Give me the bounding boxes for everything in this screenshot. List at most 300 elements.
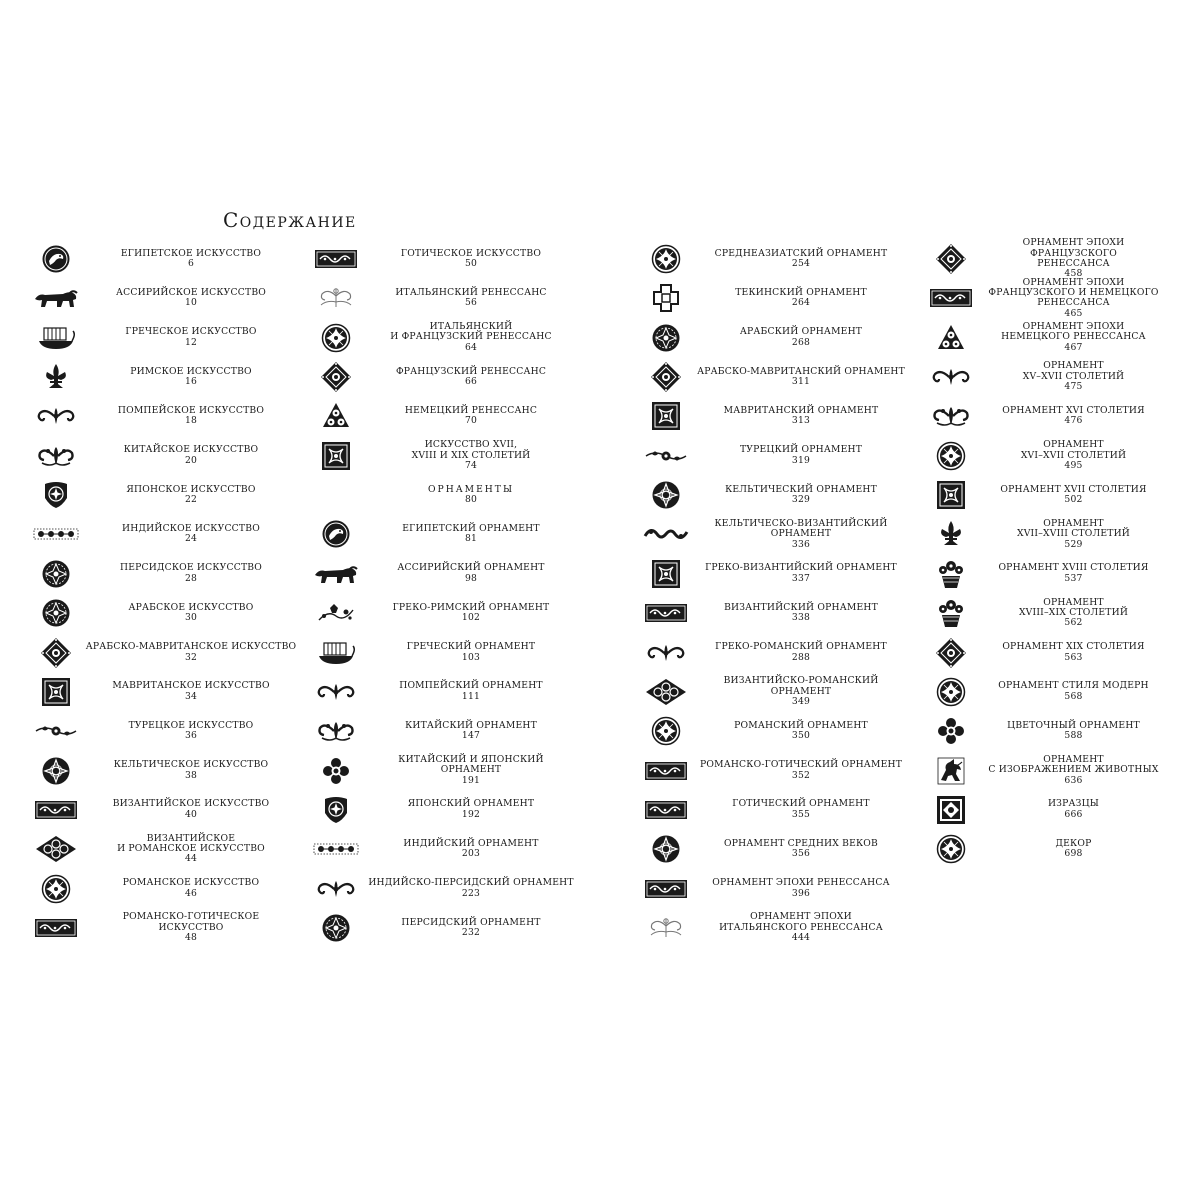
flower-icon	[925, 714, 977, 748]
toc-entry-title: ОРНАМЕНТ С ИЗОБРАЖЕНИЕМ ЖИВОТНЫХ	[988, 753, 1159, 776]
interlace-icon	[640, 675, 692, 709]
toc-entry-text	[362, 839, 580, 860]
toc-entry-title: АССИРИЙСКОЕ ИСКУССТВО	[116, 286, 266, 298]
round-medallion-icon	[30, 557, 82, 591]
toc-entry-text	[692, 406, 910, 427]
toc-entry-page: 502	[1064, 494, 1083, 506]
toc-entry-page: 698	[1064, 848, 1083, 860]
toc-entry-page: 349	[791, 696, 811, 708]
toc-entry	[640, 634, 910, 672]
toc-entry	[30, 634, 300, 672]
toc-entry-text	[692, 563, 910, 584]
toc-entry-title: ВИЗАНТИЙСКИЙ ОРНАМЕНТ	[724, 601, 878, 613]
toc-entry-title: ГРЕЧЕСКИЙ ОРНАМЕНТ	[406, 641, 536, 653]
egyptian-bird-medallion-icon	[310, 517, 362, 551]
toc-entry-text	[977, 563, 1170, 584]
toc-entry	[310, 476, 580, 514]
toc-entry-page: 46	[184, 887, 198, 899]
toc-entry	[310, 397, 580, 435]
tile-icon	[925, 793, 977, 827]
square-knot-icon	[310, 439, 362, 473]
light-floral-icon	[310, 281, 362, 315]
toc-entry-page: 268	[791, 336, 811, 348]
toc-entry-text	[362, 249, 580, 270]
toc-entry-page: 495	[1064, 459, 1083, 471]
floral-scroll-icon	[925, 399, 977, 433]
toc-entry-page: 74	[464, 459, 478, 471]
toc-entry	[640, 397, 910, 435]
trefoil-icon	[310, 399, 362, 433]
toc-entry	[640, 515, 910, 553]
toc-entry-text	[82, 799, 300, 820]
scroll-ornament-icon	[640, 636, 692, 670]
toc-entry-title: СРЕДНЕАЗИАТСКИЙ ОРНАМЕНТ	[714, 247, 888, 259]
framed-band-icon	[640, 872, 692, 906]
toc-entry-text	[362, 878, 580, 899]
toc-entry-title: ОРНАМЕНТ ЭПОХИ РЕНЕССАНСА	[712, 877, 890, 889]
toc-entry	[925, 634, 1170, 672]
rosette-icon	[310, 321, 362, 355]
rosette-icon	[925, 439, 977, 473]
toc-entry	[30, 791, 300, 829]
toc-entry	[30, 830, 300, 868]
toc-entry-title: ВИЗАНТИЙСКО-РОМАНСКИЙ ОРНАМЕНТ	[723, 675, 879, 697]
toc-entry-page: 352	[791, 769, 811, 781]
toc-entry-page: 313	[791, 415, 811, 427]
toc-entry	[640, 319, 910, 357]
toc-entry-title: ОРНАМЕНТ XIX СТОЛЕТИЯ	[1002, 641, 1145, 653]
toc-entry-title: ОРНАМЕНТ СРЕДНИХ ВЕКОВ	[724, 837, 878, 849]
toc-entry-title: ГОТИЧЕСКИЙ ОРНАМЕНТ	[732, 798, 870, 810]
toc-entry-title: ГРЕКО-ВИЗАНТИЙСКИЙ ОРНАМЕНТ	[705, 562, 897, 574]
toc-entry-text	[362, 440, 580, 471]
diamond-ornament-icon	[30, 636, 82, 670]
toc-entry-page: 111	[461, 690, 481, 702]
toc-entry	[640, 594, 910, 632]
toc-entry	[640, 830, 910, 868]
toc-entry-title: ОРНАМЕНТ XVII–XVIII СТОЛЕТИЙ	[1016, 517, 1131, 540]
toc-entry	[310, 712, 580, 750]
interlace-icon	[30, 832, 82, 866]
toc-entry-page: 588	[1064, 730, 1083, 742]
toc-entry-title: КЕЛЬТИЧЕСКОЕ ИСКУССТВО	[113, 759, 269, 771]
toc-entry-title: АРАБСКО-МАВРИТАНСКИЙ ОРНАМЕНТ	[697, 365, 905, 377]
rosette-icon	[640, 242, 692, 276]
egyptian-bird-medallion-icon	[30, 242, 82, 276]
toc-entry-page: 80	[464, 494, 478, 506]
toc-entry-title: ОРНАМЕНТ XVI–XVII СТОЛЕТИЙ	[1020, 439, 1127, 461]
toc-entry	[640, 712, 910, 750]
toc-entry-title: РОМАНСКОЕ ИСКУССТВО	[122, 877, 260, 889]
toc-entry	[640, 909, 910, 947]
toc-entry-title: РОМАНСКО-ГОТИЧЕСКИЙ ОРНАМЕНТ	[699, 759, 903, 771]
lion-icon	[30, 281, 82, 315]
toc-entry-text	[362, 524, 580, 545]
toc-entry-title: РИМСКОЕ ИСКУССТВО	[130, 365, 252, 377]
toc-entry-text	[82, 760, 300, 781]
toc-entry-page: 336	[791, 538, 811, 550]
toc-entry	[310, 437, 580, 475]
framed-band-icon	[925, 281, 977, 315]
toc-entry-page: 66	[464, 376, 478, 388]
round-knot-icon	[640, 832, 692, 866]
toc-entry-page: 36	[184, 730, 198, 742]
rosette-icon	[30, 872, 82, 906]
toc-entry-text	[82, 524, 300, 545]
toc-entry-page: 465	[1064, 307, 1083, 319]
square-knot-icon	[640, 557, 692, 591]
toc-entry-page: 10	[184, 297, 198, 309]
toc-entry-title: ИСКУССТВО XVII, XVIII И XIX СТОЛЕТИЙ	[411, 439, 531, 461]
toc-entry-text	[692, 327, 910, 348]
toc-entry-page: 562	[1064, 617, 1083, 629]
toc-entry-page: 311	[791, 376, 811, 388]
toc-entry-page: 568	[1064, 690, 1083, 702]
toc-entry-text	[362, 288, 580, 309]
toc-entry	[925, 752, 1170, 790]
toc-entry	[640, 240, 910, 278]
toc-entry-text	[977, 278, 1170, 320]
toc-entry-title: НЕМЕЦКИЙ РЕНЕССАНС	[404, 404, 538, 416]
toc-entry-text	[82, 288, 300, 309]
vine-icon	[310, 596, 362, 630]
toc-entry-page: 223	[461, 887, 481, 899]
toc-entry-page: 20	[184, 454, 198, 466]
toc-entry-text	[362, 322, 580, 353]
toc-entry-title: ИНДИЙСКИЙ ОРНАМЕНТ	[403, 837, 539, 849]
toc-entry	[925, 476, 1170, 514]
toc-entry-page: 16	[184, 376, 198, 388]
toc-entry	[925, 237, 1170, 280]
toc-entry-title: ЕГИПЕТСКИЙ ОРНАМЕНТ	[402, 523, 540, 535]
toc-entry-text	[82, 367, 300, 388]
toc-entry-text	[362, 367, 580, 388]
toc-entry-text	[692, 799, 910, 820]
toc-entry-title: ЕГИПЕТСКОЕ ИСКУССТВО	[120, 247, 262, 259]
framed-band-icon	[310, 242, 362, 276]
toc-entry-title: ПОМПЕЙСКОЕ ИСКУССТВО	[117, 404, 265, 416]
toc-entry	[310, 358, 580, 396]
toc-entry	[310, 555, 580, 593]
toc-entry-page: 70	[464, 415, 478, 427]
toc-entry-page: 44	[184, 853, 198, 865]
toc-entry-text	[692, 839, 910, 860]
toc-entry-page: 329	[791, 494, 811, 506]
border-band-icon	[310, 832, 362, 866]
toc-entry-text	[692, 721, 910, 742]
toc-entry-title: МАВРИТАНСКОЕ ИСКУССТВО	[112, 680, 270, 692]
toc-entry-title: ВИЗАНТИЙСКОЕ ИСКУССТВО	[112, 798, 270, 810]
toc-entry-title: АРАБСКО-МАВРИТАНСКОЕ ИСКУССТВО	[85, 641, 297, 653]
toc-entry-title: АРАБСКИЙ ОРНАМЕНТ	[739, 326, 863, 338]
wave-scroll-icon	[640, 517, 692, 551]
toc-entry	[310, 752, 580, 790]
toc-entry-text	[692, 288, 910, 309]
toc-entry-text	[692, 485, 910, 506]
toc-entry	[30, 870, 300, 908]
rosette-icon	[640, 714, 692, 748]
toc-entry-title: ТУРЕЦКИЙ ОРНАМЕНТ	[739, 444, 863, 456]
toc-entry-text	[977, 440, 1170, 471]
toc-entry	[640, 870, 910, 908]
round-medallion-icon	[640, 321, 692, 355]
toc-entry-page: 40	[184, 808, 198, 820]
toc-entry	[30, 673, 300, 711]
toc-entry	[925, 594, 1170, 632]
toc-entry	[310, 909, 580, 947]
scroll-ornament-icon	[310, 872, 362, 906]
toc-entry	[925, 712, 1170, 750]
toc-entry-title: РОМАНСКИЙ ОРНАМЕНТ	[734, 719, 868, 731]
toc-entry-page: 34	[184, 690, 198, 702]
toc-entry-page: 50	[464, 258, 478, 269]
toc-entry-page: 537	[1064, 572, 1083, 584]
toc-entry	[30, 279, 300, 317]
toc-entry-text	[692, 367, 910, 388]
toc-entry-text	[82, 327, 300, 348]
scroll-ornament-icon	[925, 360, 977, 394]
toc-entry-title: ОРНАМЕНТ XVIII СТОЛЕТИЯ	[998, 562, 1149, 574]
toc-entry-page: 355	[791, 808, 811, 820]
toc-entry-page: 12	[184, 336, 198, 348]
toc-entry-page: 203	[461, 848, 481, 860]
toc-entry-title: ГРЕЧЕСКОЕ ИСКУССТВО	[125, 326, 257, 338]
toc-entry-page: 337	[791, 572, 811, 584]
toc-entry-text	[692, 445, 910, 466]
toc-entry-page: 254	[791, 258, 811, 269]
toc-entry-text	[82, 681, 300, 702]
toc-entry-text	[82, 721, 300, 742]
toc-entry-page: 467	[1064, 341, 1083, 353]
toc-entry	[925, 358, 1170, 396]
diamond-ornament-icon	[925, 242, 977, 276]
toc-entry-page: 147	[461, 730, 481, 742]
toc-entry-text	[82, 563, 300, 584]
toc-entry	[925, 437, 1170, 475]
toc-entry	[640, 555, 910, 593]
round-knot-icon	[640, 478, 692, 512]
square-knot-icon	[30, 675, 82, 709]
toc-entry-page: 38	[184, 769, 198, 781]
toc-entry-text	[362, 681, 580, 702]
toc-entry	[640, 752, 910, 790]
toc-entry	[640, 279, 910, 317]
toc-entry-title: ИНДИЙСКО-ПЕРСИДСКИЙ ОРНАМЕНТ	[368, 877, 574, 889]
tekke-gul-icon	[640, 281, 692, 315]
toc-entry-text	[692, 642, 910, 663]
toc-entry-title: ЯПОНСКИЙ ОРНАМЕНТ	[407, 798, 535, 810]
toc-entry-title: ИЗРАЗЦЫ	[1047, 798, 1100, 810]
toc-entry-title: КИТАЙСКОЕ ИСКУССТВО	[123, 444, 259, 456]
toc-entry-page: 356	[791, 848, 811, 860]
toc-entry-page: 103	[461, 651, 481, 663]
toc-entry-text	[977, 799, 1170, 820]
toc-entry-title: ДЕКОР	[1055, 837, 1092, 849]
toc-entry	[640, 476, 910, 514]
toc-entry-title: ЯПОНСКОЕ ИСКУССТВО	[126, 483, 256, 495]
toc-entry	[640, 791, 910, 829]
toc-entry-page: 28	[184, 572, 198, 584]
toc-entry-title: ИТАЛЬЯНСКИЙ И ФРАНЦУЗСКИЙ РЕНЕССАНС	[390, 321, 552, 343]
toc-entry	[30, 594, 300, 632]
toc-entry-text	[692, 676, 910, 707]
page-title: Содержание	[223, 208, 357, 232]
toc-entry-text	[362, 642, 580, 663]
toc-entry-page: 319	[791, 454, 811, 466]
toc-entry-title: ГРЕКО-РОМАНСКИЙ ОРНАМЕНТ	[715, 641, 887, 653]
framed-band-icon	[640, 754, 692, 788]
toc-entry	[640, 673, 910, 711]
toc-entry-title: ПЕРСИДСКОЕ ИСКУССТВО	[120, 562, 262, 574]
toc-entry-text	[977, 721, 1170, 742]
toc-entry	[30, 240, 300, 278]
toc-entry-text	[977, 519, 1170, 550]
diamond-ornament-icon	[925, 636, 977, 670]
framed-band-icon	[30, 911, 82, 945]
toc-entry-page: 48	[184, 932, 198, 944]
toc-entry-page: 64	[464, 341, 478, 353]
toc-entry-title: ОРНАМЕНТ ЭПОХИ ФРАНЦУЗСКОГО РЕНЕССАНСА	[1022, 237, 1125, 269]
toc-entry-page: 32	[184, 651, 198, 663]
toc-entry-title: ОРНАМЕНТ СТИЛЯ МОДЕРН	[998, 680, 1149, 692]
diamond-ornament-icon	[640, 360, 692, 394]
light-floral-icon	[640, 911, 692, 945]
toc-entry-text	[82, 642, 300, 663]
toc-entry	[30, 752, 300, 790]
toc-entry-title: КИТАЙСКИЙ И ЯПОНСКИЙ ОРНАМЕНТ	[398, 753, 544, 776]
toc-entry-page: 458	[1064, 268, 1083, 280]
toc-entry	[925, 276, 1170, 319]
floral-scroll-icon	[310, 714, 362, 748]
toc-entry-page: 81	[464, 533, 478, 545]
toc-entry-text	[692, 249, 910, 270]
toc-entry	[925, 515, 1170, 553]
toc-entry-page: 288	[791, 651, 811, 663]
trefoil-icon	[925, 321, 977, 355]
toc-entry	[310, 830, 580, 868]
toc-entry	[310, 634, 580, 672]
toc-entry-title: МАВРИТАНСКИЙ ОРНАМЕНТ	[723, 404, 879, 416]
toc-entry-text	[82, 445, 300, 466]
scroll-ornament-icon	[310, 675, 362, 709]
toc-entry-page: 18	[184, 415, 198, 427]
toc-entry-title: ЦВЕТОЧНЫЙ ОРНАМЕНТ	[1007, 719, 1140, 731]
toc-entry	[310, 870, 580, 908]
flower-basket-icon	[925, 596, 977, 630]
toc-entry	[310, 240, 580, 278]
toc-entry-text	[692, 878, 910, 899]
fleur-de-lis-icon	[925, 517, 977, 551]
toc-entry-text	[362, 563, 580, 584]
toc-entry	[310, 515, 580, 553]
floral-scroll-icon	[30, 439, 82, 473]
toc-entry-page: 264	[791, 297, 811, 309]
toc-entry-title: ОРНАМЕНТЫ	[428, 483, 514, 495]
round-medallion-icon	[310, 911, 362, 945]
toc-entry-title: ГРЕКО-РИМСКИЙ ОРНАМЕНТ	[392, 601, 550, 613]
toc-entry-title: ОРНАМЕНТ XVIII–XIX СТОЛЕТИЙ	[1018, 596, 1129, 618]
toc-entry-text	[82, 485, 300, 506]
floral-band-icon	[30, 714, 82, 748]
toc-entry-text	[82, 878, 300, 899]
toc-entry-title: АРАБСКОЕ ИСКУССТВО	[128, 601, 254, 613]
toc-entry-page: 192	[461, 808, 481, 820]
toc-entry-page: 350	[791, 730, 811, 742]
toc-entry-text	[977, 755, 1170, 786]
toc-entry-page: 338	[791, 612, 811, 624]
toc-entry-text	[362, 406, 580, 427]
toc-entry-page: 232	[461, 926, 481, 938]
floral-band-icon	[640, 439, 692, 473]
toc-entry-page: 98	[464, 572, 478, 584]
lion-icon	[310, 557, 362, 591]
toc-entry	[925, 555, 1170, 593]
toc-entry-text	[977, 681, 1170, 702]
round-knot-icon	[30, 754, 82, 788]
toc-entry-text	[692, 912, 910, 943]
framed-band-icon	[640, 596, 692, 630]
toc-entry	[30, 437, 300, 475]
toc-entry-page: 102	[461, 612, 481, 624]
border-band-icon	[30, 517, 82, 551]
toc-entry-text	[362, 755, 580, 786]
toc-entry-text	[362, 918, 580, 939]
toc-entry	[30, 909, 300, 947]
toc-entry-title: ОРНАМЕНТ XV–XVII СТОЛЕТИЙ	[1022, 360, 1125, 382]
toc-entry-text	[82, 834, 300, 865]
toc-entry-title: ОРНАМЕНТ XVII СТОЛЕТИЯ	[1000, 483, 1147, 495]
toc-entry-title: РОМАНСКО-ГОТИЧЕСКОЕ ИСКУССТВО	[122, 911, 260, 933]
toc-entry-page: 475	[1064, 381, 1083, 393]
toc-entry-text	[692, 760, 910, 781]
toc-entry-title: ТУРЕЦКОЕ ИСКУССТВО	[128, 719, 254, 731]
toc-entry-text	[362, 799, 580, 820]
toc-entry-title: КЕЛЬТИЧЕСКО-ВИЗАНТИЙСКИЙ ОРНАМЕНТ	[714, 517, 888, 540]
toc-entry	[310, 319, 580, 357]
toc-entry-title: КИТАЙСКИЙ ОРНАМЕНТ	[405, 719, 537, 731]
toc-entry-text	[82, 603, 300, 624]
crest-icon	[30, 478, 82, 512]
toc-entry-title: ИНДИЙСКОЕ ИСКУССТВО	[122, 523, 260, 535]
framed-band-icon	[640, 793, 692, 827]
toc-entry-page: 24	[184, 533, 198, 545]
toc-entry	[925, 830, 1170, 868]
toc-entry-page: 563	[1064, 651, 1083, 663]
toc-entry-page: 56	[464, 297, 478, 309]
toc-entry	[30, 319, 300, 357]
toc-entry-text	[977, 406, 1170, 427]
toc-entry	[640, 437, 910, 475]
toc-entry-text	[362, 603, 580, 624]
toc-entry-text	[977, 485, 1170, 506]
ship-icon	[310, 636, 362, 670]
diamond-ornament-icon	[310, 360, 362, 394]
toc-entry-text	[82, 249, 300, 270]
toc-entry-title: ВИЗАНТИЙСКОЕ И РОМАНСКОЕ ИСКУССТВО	[117, 832, 265, 855]
toc-entry	[925, 397, 1170, 435]
flower-icon	[310, 754, 362, 788]
toc-entry	[310, 673, 580, 711]
toc-entry-title: ТЕКИНСКИЙ ОРНАМЕНТ	[735, 286, 867, 298]
crest-icon	[310, 793, 362, 827]
toc-entry-title: ФРАНЦУЗСКИЙ РЕНЕССАНС	[395, 365, 547, 377]
toc-entry	[925, 673, 1170, 711]
toc-entry-text	[362, 721, 580, 742]
toc-entry-text	[977, 322, 1170, 353]
rosette-icon	[925, 675, 977, 709]
toc-entry-text	[362, 485, 580, 506]
toc-entry-title: ИТАЛЬЯНСКИЙ РЕНЕССАНС	[395, 286, 547, 298]
